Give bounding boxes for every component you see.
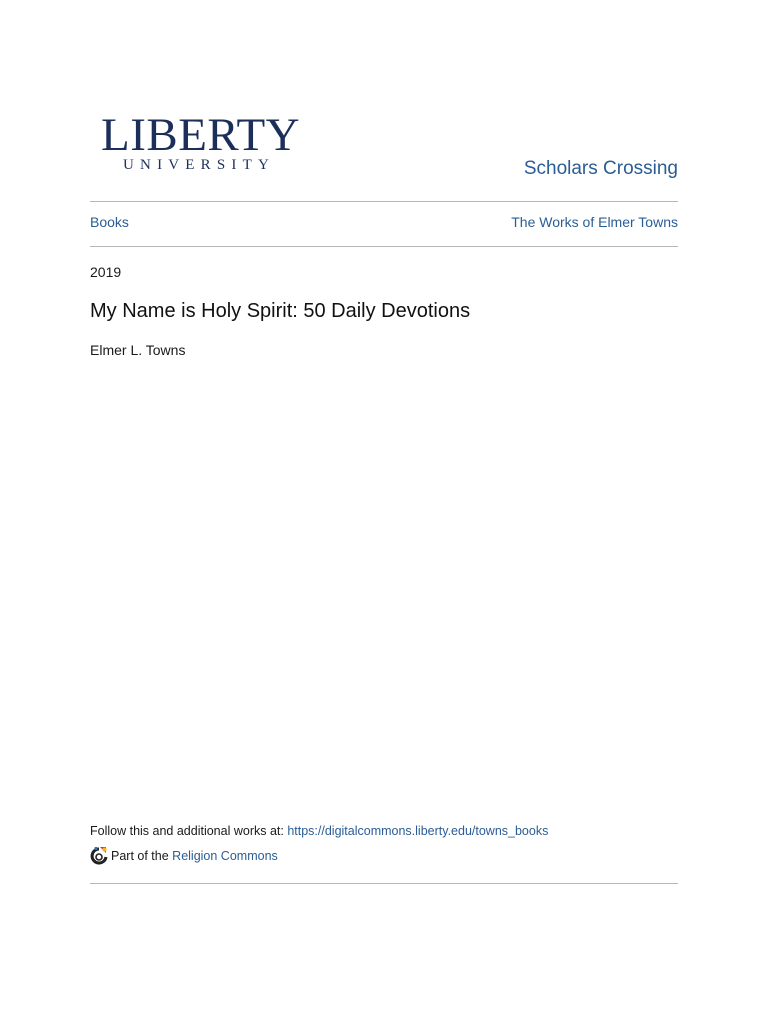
series-link[interactable]: The Works of Elmer Towns	[511, 214, 678, 230]
part-of-line	[90, 846, 278, 866]
scholars-crossing-link[interactable]: Scholars Crossing	[523, 158, 678, 179]
follow-prefix: Follow this and additional works at:	[90, 824, 288, 838]
books-link[interactable]: Books	[90, 214, 129, 230]
logo-wordmark: LIBERTY	[101, 109, 301, 161]
publication-year: 2019	[90, 264, 122, 280]
nav-divider	[90, 246, 678, 247]
document-title: My Name is Holy Spirit: 50 Daily Devotions	[90, 300, 471, 322]
part-of-prefix: Part of the	[111, 849, 169, 863]
top-divider	[90, 201, 678, 202]
collection-url-link[interactable]: https://digitalcommons.liberty.edu/towns_books	[287, 824, 549, 838]
logo-subtitle: UNIVERSITY	[123, 157, 275, 173]
document-author: Elmer L. Towns	[90, 342, 186, 358]
religion-commons-link[interactable]: Religion Commons	[172, 849, 278, 863]
liberty-university-logo	[101, 109, 301, 173]
footer-divider	[90, 883, 678, 884]
network-icon	[90, 846, 108, 866]
follow-line	[90, 824, 548, 838]
